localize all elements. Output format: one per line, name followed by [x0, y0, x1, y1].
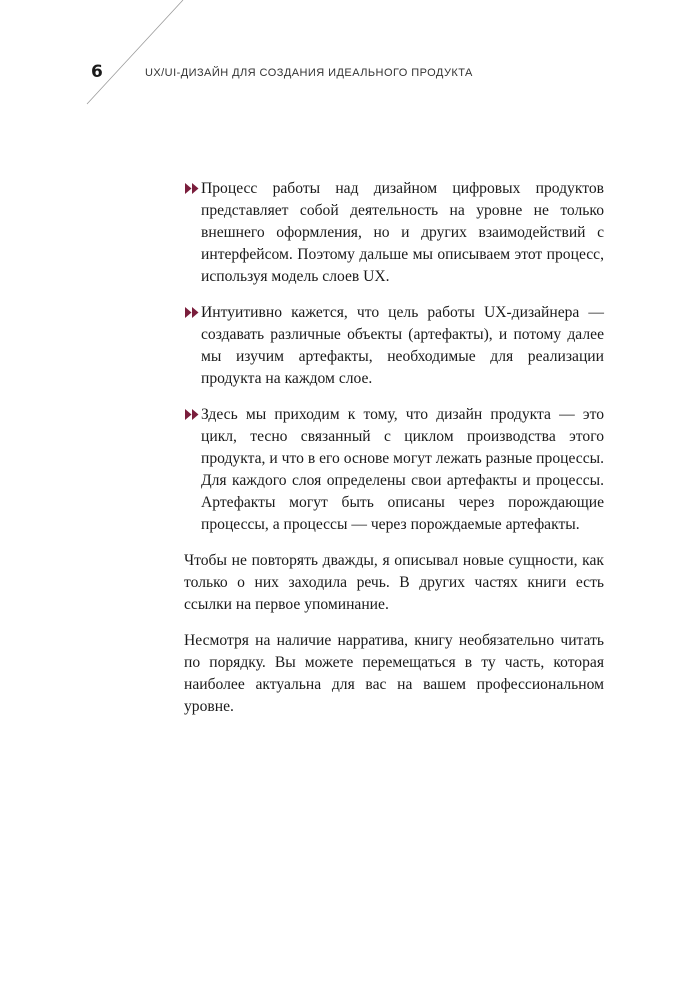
- bullet-text: Здесь мы приходим к тому, что дизайн продукта — это цикл, тесно связанный с циклом производства этого продукта, и что в его основе могут лежать разные процессы. Для каждого слоя определены свои артефакты и процессы. Артефакты могут быть описаны через порождающие процессы, а процессы — через порождаемые артефакты.: [201, 406, 604, 533]
- bullet-item: [184, 302, 604, 390]
- bullet-text: Интуитивно кажется, что цель работы UX-дизайнера — создавать различные объекты (артефакты), и потому далее мы изучим артефакты, необходимые для реализации продукта на каждом слое.: [201, 304, 604, 387]
- page-body: [184, 178, 604, 732]
- double-chevron-right-icon: [185, 307, 199, 318]
- double-chevron-right-icon: [185, 409, 199, 420]
- double-chevron-right-icon: [185, 183, 199, 194]
- page-number: 6: [91, 62, 103, 82]
- bullet-text: Процесс работы над дизайном цифровых продуктов представляет собой деятельность на уровне не только внешнего оформления, но и других взаимодействий с интерфейсом. Поэтому дальше мы описываем этот процесс, используя модель слоев UX.: [201, 180, 604, 285]
- body-paragraph: Чтобы не повторять дважды, я описывал новые сущности, как только о них заходила речь. В других частях книги есть ссылки на первое упоминание.: [184, 552, 604, 613]
- body-paragraph: Несмотря на наличие нарратива, книгу необязательно читать по порядку. Вы можете перемещаться в ту часть, которая наиболее актуальна для вас на вашем профессиональном уровне.: [184, 632, 604, 715]
- bullet-item: [184, 404, 604, 536]
- running-head-title: UX/UI-ДИЗАЙН ДЛЯ СОЗДАНИЯ ИДЕАЛЬНОГО ПРОДУКТА: [145, 67, 473, 79]
- bullet-item: [184, 178, 604, 288]
